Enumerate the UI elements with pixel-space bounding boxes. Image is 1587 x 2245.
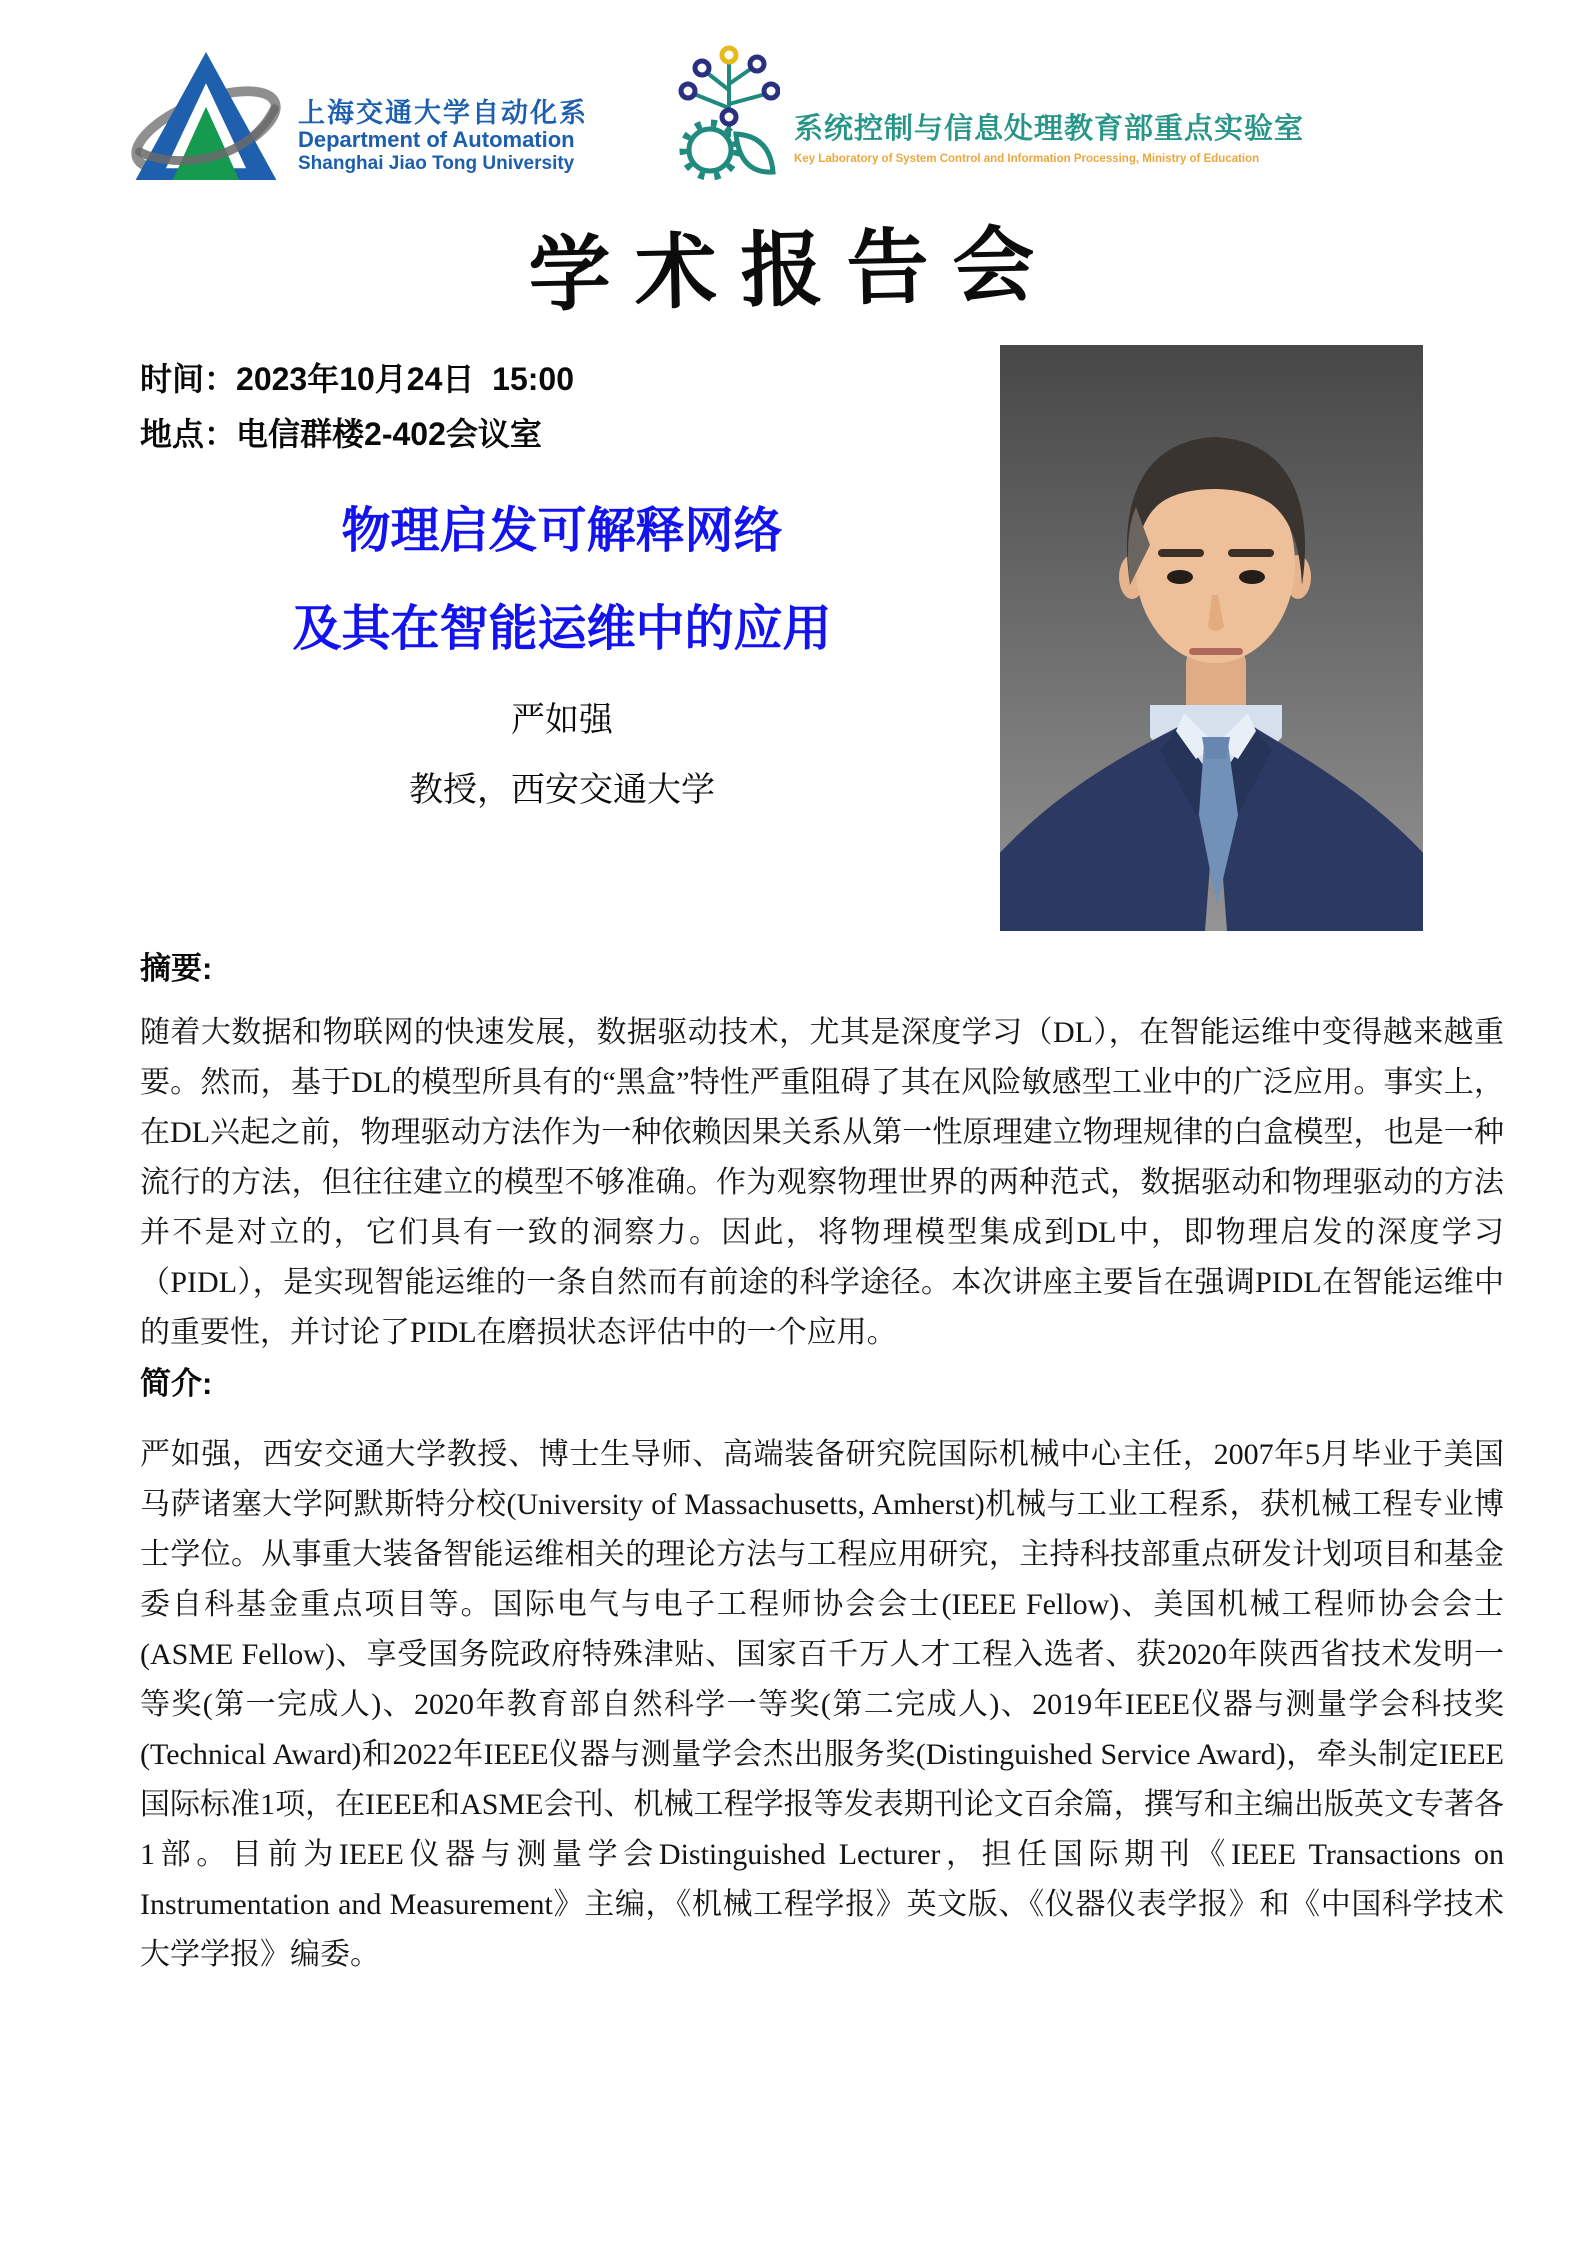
event-location-label: 地点： (140, 416, 237, 452)
speaker-name: 严如强 (511, 702, 613, 739)
keylab-logo-text (794, 58, 1304, 165)
talk-title-line2: 及其在智能运维中的应用 (292, 601, 832, 656)
event-location (140, 407, 574, 462)
sjtu-a-triangle-swoosh-icon (126, 50, 286, 182)
speaker-portrait-image (1000, 345, 1423, 931)
keylab-logo (678, 42, 1304, 180)
sjtu-logo-en2: Shanghai Jiao Tong University (298, 152, 575, 174)
event-location-value: 电信群楼2-402会议室 (236, 416, 542, 452)
abstract-body: 随着大数据和物联网的快速发展，数据驱动技术，尤其是深度学习（DL），在智能运维中变得越来越重要。然而，基于DL的模型所具有的“黑盒”特性严重阻碍了其在风险敏感型工业中的广泛应用。事实上，在DL兴起之前，物理驱动方法作为一种依赖因果关系从第一性原理建立物理规律的白盒模型，也是一种流行的方法，但往往建立的模型不够准确。作为观察物理世界的两种范式，数据驱动和物理驱动的方法并不是对立的，它们具有一致的洞察力。因此，将物理模型集成到DL中，即物理启发的深度学习（PIDL），是实现智能运维的一条自然而有前途的科学途径。本次讲座主要旨在强调PIDL在智能运维中的重要性，并讨论了PIDL在磨损状态评估中的一个应用。 (140, 1016, 1504, 1349)
sjtu-logo-en1: Department of Automation (298, 127, 575, 153)
event-info (140, 352, 574, 462)
abstract-heading: 摘要: (140, 951, 213, 986)
talk-title-line1: 物理启发可解释网络 (341, 503, 783, 558)
event-time-value: 2023年10月24日 15:00 (236, 361, 575, 397)
bio-heading: 简介: (140, 1366, 213, 1401)
event-time-label: 时间： (140, 361, 237, 397)
sjtu-automation-logo (126, 50, 588, 182)
banner-title: 学术报告会 (527, 219, 1060, 322)
bio-body: 严如强，西安交通大学教授、博士生导师、高端装备研究院国际机械中心主任，2007年5月毕业于美国马萨诸塞大学阿默斯特分校(University of Massachusetts, Amherst)机械与工业工程系，获机械工程专业博士学位。从事重大装备智能运维相关的理论方法与工程应用研究，主持科技部重点研发计划项目和基金委自科基金重点项目等。国际电气与电子工程师协会会士(IEEE Fellow)、美国机械工程师协会会士(ASME Fellow)、享受国务院政府特殊津贴、国家百千万人才工程入选者、获2020年陕西省技术发明一等奖(第一完成人)、2020年教育部自然科学一等奖(第二完成人)、2019年IEEE仪器与测量学会科技奖(Technical Award)和2022年IEEE仪器与测量学会杰出服务奖(Distinguished Service Award)，牵头制定IEEE国际标准1项，在IEEE和ASME会刊、机械工程学报等发表期刊论文百余篇，撰写和主编出版英文专著各1部。目前为IEEE仪器与测量学会Distinguished Lecturer，担任国际期刊《IEEE Transactions on Instrumentation and Measurement》主编，《机械工程学报》英文版、《仪器仪表学报》和《中国科学技术大学学报》编委。 (140, 1438, 1504, 1971)
keylab-logo-en: Key Laboratory of System Control and Information Processing, Ministry of Education (794, 152, 1260, 165)
speaker-affiliation: 教授，西安交通大学 (409, 772, 715, 809)
speaker-photo (1000, 345, 1423, 931)
sjtu-logo-cn: 上海交通大学自动化系 (298, 97, 588, 128)
keylab-logo-cn: 系统控制与信息处理教育部重点实验室 (794, 112, 1305, 145)
circuit-tree-gear-icon (678, 42, 780, 180)
event-time (140, 352, 574, 407)
sjtu-logo-text (298, 58, 588, 174)
